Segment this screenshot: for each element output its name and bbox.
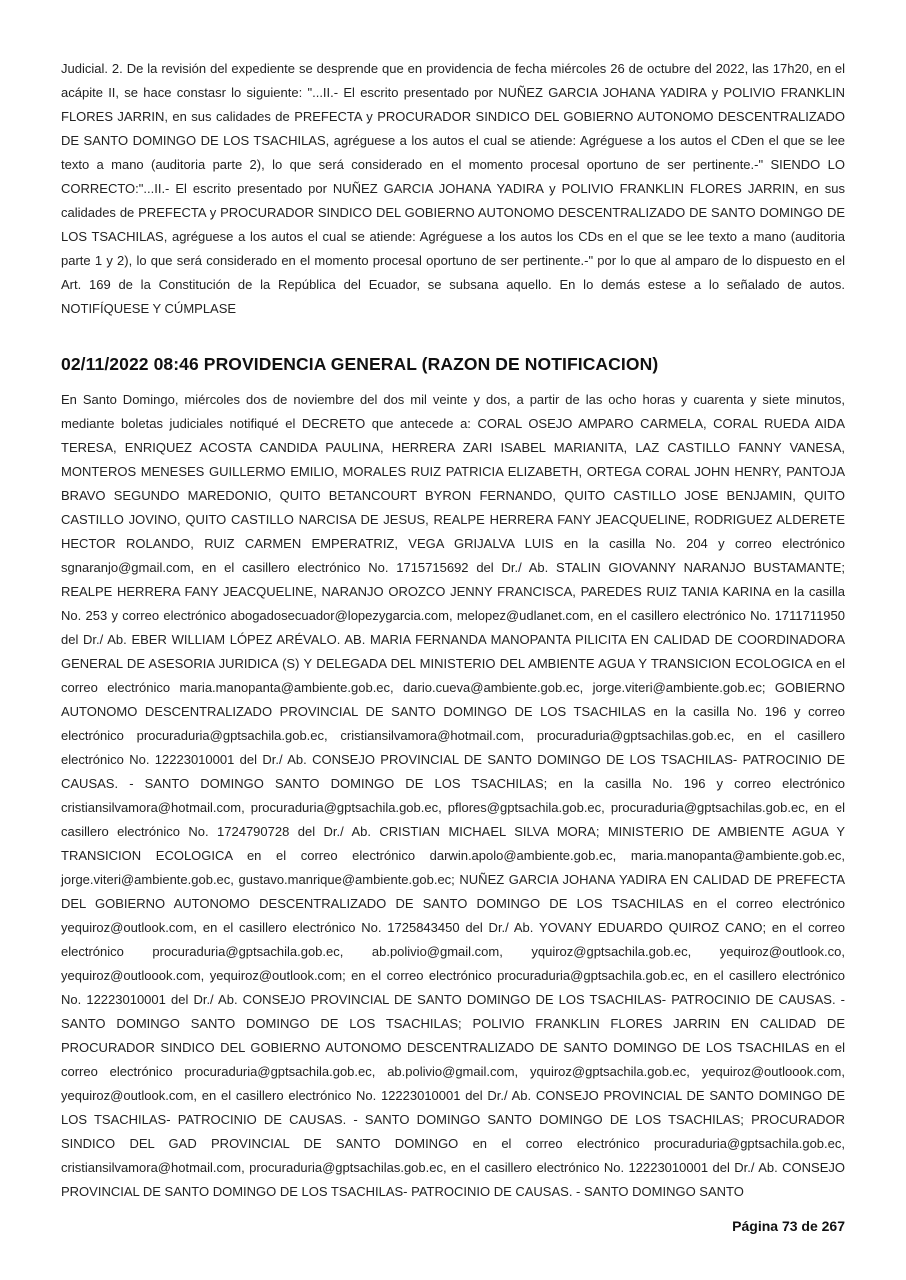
paragraph-notification: En Santo Domingo, miércoles dos de noviembre del dos mil veinte y dos, a partir de las ocho horas y cuarenta y siete minutos, mediante boletas judiciales notifiqué el DECRETO que antecede a: CORAL OSEJO AMPARO CARMELA, CORAL RUEDA AIDA TERESA, ENRIQUEZ ACOSTA CANDIDA PAULINA, HERRERA ZARI ISABEL MARIANITA, LAZ CASTILLO FANNY VANESA, MONTEROS MENESES GUILLERMO EMILIO, MORALES RUIZ PATRICIA ELIZABETH, ORTEGA CORAL JOHN HENRY, PANTOJA BRAVO SEGUNDO MAREDONIO, QUITO BETANCOURT BYRON FERNANDO, QUITO CASTILLO JOSE BENJAMIN, QUITO CASTILLO JOVINO, QUITO CASTILLO NARCISA DE JESUS, REALPE HERRERA FANY JEACQUELINE, RODRIGUEZ ALDERETE HECTOR ROLANDO, RUIZ CARMEN EMPERATRIZ, VEGA GRIJALVA LUIS en la casilla No. 204 y correo electrónico sgnaranjo@gmail.com, en el casillero electrónico No. 1715715692 del Dr./ Ab. STALIN GIOVANNY NARANJO BUSTAMANTE; REALPE HERRERA FANY JEACQUELINE, NARANJO OROZCO JENNY FRANCISCA, PAREDES RUIZ TANIA KARINA en la casilla No. 253 y correo electrónico abogadosecuador@lopezygarcia.com, melopez@udlanet.com, en el casillero electrónico No. 1711711950 del Dr./ Ab. EBER WILLIAM LÓPEZ ARÉVALO. AB. MARIA FERNANDA MANOPANTA PILICITA EN CALIDAD DE COORDINADORA GENERAL DE ASESORIA JURIDICA (S) Y DELEGADA DEL MINISTERIO DEL AMBIENTE AGUA Y TRANSICION ECOLOGICA en el correo electrónico maria.manopanta@ambiente.gob.ec, dario.cueva@ambiente.gob.ec, jorge.viteri@ambiente.gob.ec; GOBIERNO AUTONOMO DESCENTRALIZADO PROVINCIAL DE SANTO DOMINGO DE LOS TSACHILAS en la casilla No. 196 y correo electrónico procuraduria@gptsachila.gob.ec, cristiansilvamora@hotmail.com, procuraduria@gptsachilas.gob.ec, en el casillero electrónico No. 12223010001 del Dr./ Ab. CONSEJO PROVINCIAL DE SANTO DOMINGO DE LOS TSACHILAS- PATROCINIO DE CAUSAS. - SANTO DOMINGO SANTO DOMINGO DE LOS TSACHILAS; en la casilla No. 196 y correo electrónico cristiansilvamora@hotmail.com, procuraduria@gptsachila.gob.ec, pflores@gptsachila.gob.ec, procuraduria@gptsachilas.gob.ec, en el casillero electrónico No. 1724790728 del Dr./ Ab. CRISTIAN MICHAEL SILVA MORA; MINISTERIO DE AMBIENTE AGUA Y TRANSICION ECOLOGICA en el correo electrónico darwin.apolo@ambiente.gob.ec, maria.manopanta@ambiente.gob.ec, jorge.viteri@ambiente.gob.ec, gustavo.manrique@ambiente.gob.ec; NUÑEZ GARCIA JOHANA YADIRA EN CALIDAD DE PREFECTA DEL GOBIERNO AUTONOMO DESCENTRALIZADO DE SANTO DOMINGO DE LOS TSACHILAS en el correo electrónico yequiroz@outlook.com, en el casillero electrónico No. 1725843450 del Dr./ Ab. YOVANY EDUARDO QUIROZ CANO; en el correo electrónico procuraduria@gptsachila.gob.ec, ab.polivio@gmail.com, yquiroz@gptsachila.gob.ec, yequiroz@outlook.co, yequiroz@outloook.com, yequiroz@outlook.com; en el correo electrónico procuraduria@gptsachila.gob.ec, en el casillero electrónico No. 12223010001 del Dr./ Ab. CONSEJO PROVINCIAL DE SANTO DOMINGO DE LOS TSACHILAS- PATROCINIO DE CAUSAS. - SANTO DOMINGO SANTO DOMINGO DE LOS TSACHILAS; POLIVIO FRANKLIN FLORES JARRIN EN CALIDAD DE PROCURADOR SINDICO DEL GOBIERNO AUTONOMO DESCENTRALIZADO DE SANTO DOMINGO DE LOS TSACHILAS en el correo electrónico procuraduria@gptsachila.gob.ec, ab.polivio@gmail.com, yquiroz@gptsachila.gob.ec, yequiroz@outloook.com, yequiroz@outlook.com, en el casillero electrónico No. 12223010001 del Dr./ Ab. CONSEJO PROVINCIAL DE SANTO DOMINGO DE LOS TSACHILAS- PATROCINIO DE CAUSAS. - SANTO DOMINGO SANTO DOMINGO DE LOS TSACHILAS; PROCURADOR SINDICO DEL GAD PROVINCIAL DE SANTO DOMINGO en el correo electrónico procuraduria@gptsachila.gob.ec, cristiansilvamora@hotmail.com, procuraduria@gptsachilas.gob.ec, en el casillero electrónico No. 12223010001 del Dr./ Ab. CONSEJO PROVINCIAL DE SANTO DOMINGO DE LOS TSACHILAS- PATROCINIO DE CAUSAS. - SANTO DOMINGO SANTO [61,392,845,1199]
paragraph-judicial-correction: Judicial. 2. De la revisión del expediente se desprende que en providencia de fecha miércoles 26 de octubre del 2022, las 17h20, en el acápite II, se hace constasr lo siguiente: "...II.- El escrito presentado por NUÑEZ GARCIA JOHANA YADIRA y POLIVIO FRANKLIN FLORES JARRIN, en sus calidades de PREFECTA y PROCURADOR SINDICO DEL GOBIERNO AUTONOMO DESCENTRALIZADO DE SANTO DOMINGO DE LOS TSACHILAS, agréguese a los autos el cual se atiende: Agréguese a los autos el CDen el que se lee texto a mano (auditoria parte 2), lo que será considerado en el momento procesal oportuno de ser pertinente.-" SIENDO LO CORRECTO:"...II.- El escrito presentado por NUÑEZ GARCIA JOHANA YADIRA y POLIVIO FRANKLIN FLORES JARRIN, en sus calidades de PREFECTA y PROCURADOR SINDICO DEL GOBIERNO AUTONOMO DESCENTRALIZADO DE SANTO DOMINGO DE LOS TSACHILAS, agréguese a los autos el cual se atiende: Agréguese a los autos los CDs en el que se lee texto a mano (auditoria parte 1 y 2), lo que será considerado en el momento procesal oportuno de ser pertinente.-" por lo que al amparo de lo dispuesto en el Art. 169 de la Constitución de la República del Ecuador, se subsana aquello. En lo demás estese a lo señalado de autos. NOTIFÍQUESE Y CÚMPLASE [61,61,845,316]
page-number: Página 73 de 267 [732,1218,845,1234]
section-heading: 02/11/2022 08:46 PROVIDENCIA GENERAL (RAZON DE NOTIFICACION) [61,354,659,374]
